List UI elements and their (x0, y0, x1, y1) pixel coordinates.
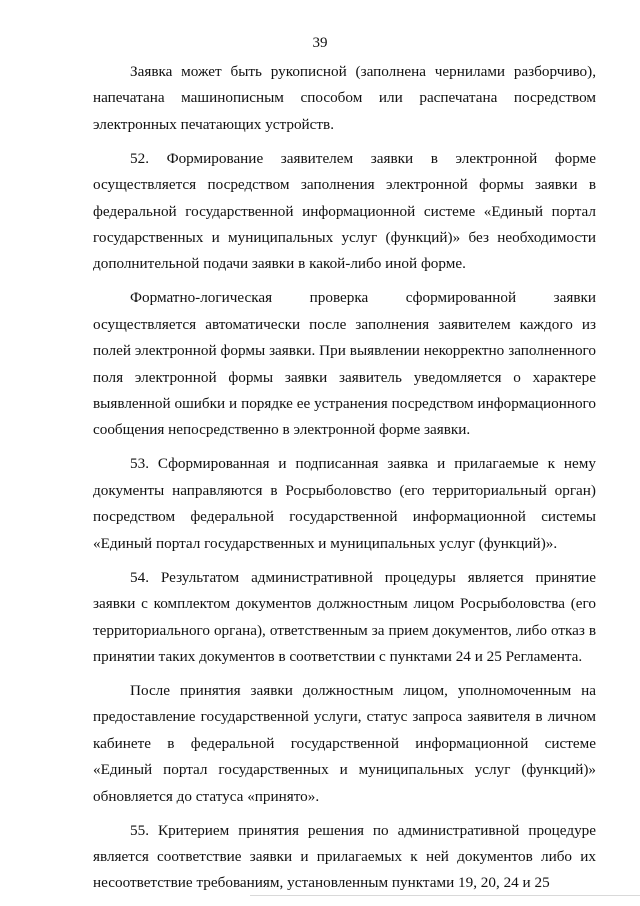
document-body (93, 59, 596, 904)
paragraph-52: 52. Формирование заявителем заявки в электронной форме осуществляется посредством заполнения электронной формы заявки в федеральной государственной информационной системе «Единый портал государственных и муниципальных услуг (функций)» без необходимости дополнительной подачи заявки в какой-либо иной форме. (93, 149, 596, 273)
scan-edge-line (250, 895, 640, 906)
paragraph-application-form: Заявка может быть рукописной (заполнена чернилами разборчиво), напечатана машинописным способом или распечатана посредством электронных печатающих устройств. (93, 63, 596, 133)
paragraph-55: 55. Критерием принятия решения по административной процедуре является соответствие заявки и прилагаемых к ней документов либо их несоответствие требованиям, установленным пунктами 19, 20, 24 и 25 (93, 821, 596, 892)
paragraph-53: 53. Сформированная и подписанная заявка и прилагаемые к нему документы направляются в Росрыболовство (его территориальный орган) посредством федеральной государственной информационной системы «Единый портал государственных и муниципальных услуг (функций)». (93, 455, 596, 552)
paragraph-status-update: После принятия заявки должностным лицом, уполномоченным на предоставление государственной услуги, статус запроса заявителя в личном кабинете в федеральной государственной информационной системе «Единый портал государственных и муниципальных услуг (функций)» обновляется до статуса «принято». (93, 681, 596, 805)
paragraph-format-check: Форматно-логическая проверка сформированной заявки осуществляется автоматически после заполнения заявителем каждого из полей электронной формы заявки. При выявлении некорректно заполненного поля электронной формы заявки заявитель уведомляется о характере выявленной ошибки и порядке ее устранения посредством информационного сообщения непосредственно в электронной форме заявки. (93, 289, 596, 439)
paragraph-54: 54. Результатом административной процедуры является принятие заявки с комплектом документов должностным лицом Росрыболовства (его территориального органа), ответственным за прием документов, либо отказ в принятии таких документов в соответствии с пунктами 24 и 25 Регламента. (93, 568, 596, 665)
page-number: 39 (312, 35, 328, 51)
